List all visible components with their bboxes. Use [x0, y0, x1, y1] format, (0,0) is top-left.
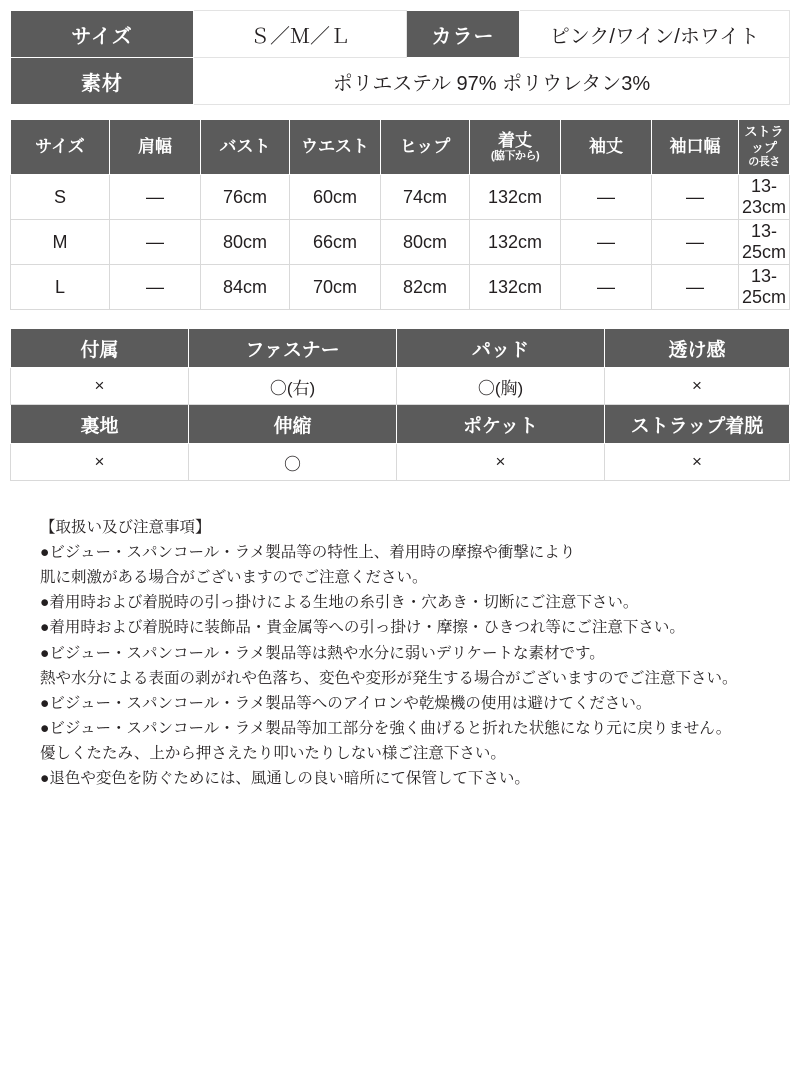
care-note-line: 肌に刺激がある場合がございますのでご注意ください。: [40, 569, 428, 587]
spec-value-material: ポリエステル 97% ポリウレタン3%: [194, 58, 790, 105]
cell-bust: 84cm: [201, 265, 290, 310]
cell-strap-length: 13-25cm: [739, 220, 790, 265]
col-header-waist: ウエスト: [290, 120, 381, 175]
cell-size: S: [11, 175, 110, 220]
attr-value-strap-detach: ×: [605, 444, 790, 481]
cell-sleeve-length: —: [561, 220, 652, 265]
table-row: [11, 444, 790, 481]
cell-cuff-width: —: [652, 265, 739, 310]
care-note-line: ●ビジュー・スパンコール・ラメ製品等へのアイロンや乾燥機の使用は避けてください。: [40, 694, 652, 712]
table-header-row: [11, 405, 790, 444]
attr-value-lining: ×: [11, 444, 189, 481]
care-note-line: 優しくたたみ、上から押さえたり叩いたりしない様ご注意下さい。: [40, 744, 506, 762]
spec-value-color: ピンク/ワイン/ホワイト: [520, 11, 790, 58]
cell-sleeve-length: —: [561, 175, 652, 220]
col-header-sleeve-length: 袖丈: [561, 120, 652, 175]
cell-length: 132cm: [470, 265, 561, 310]
attr-header-pocket: ポケット: [397, 405, 605, 444]
cell-strap-length: 13-23cm: [739, 175, 790, 220]
cell-hip: 82cm: [381, 265, 470, 310]
attr-value-stretch: 〇: [189, 444, 397, 481]
table-header-row: [11, 329, 790, 368]
cell-shoulder: —: [110, 265, 201, 310]
cell-strap-length: 13-25cm: [739, 265, 790, 310]
care-note-line: 熱や水分による表面の剥がれや色落ち、変色や変形が発生する場合がございますのでご注意下さい。: [40, 669, 738, 687]
care-note-line: ●ビジュー・スパンコール・ラメ製品等加工部分を強く曲げると折れた状態になり元に戻りません。: [40, 719, 732, 737]
attribute-table: [10, 328, 790, 481]
attr-value-pocket: ×: [397, 444, 605, 481]
attr-header-sheerness: 透け感: [605, 329, 790, 368]
table-row: [11, 368, 790, 405]
col-header-shoulder: 肩幅: [110, 120, 201, 175]
col-header-size: サイズ: [11, 120, 110, 175]
col-header-hip: ヒップ: [381, 120, 470, 175]
table-row: [11, 58, 790, 105]
table-row: [11, 220, 790, 265]
cell-hip: 80cm: [381, 220, 470, 265]
care-notes: [10, 515, 790, 791]
cell-length: 132cm: [470, 220, 561, 265]
table-row: [11, 175, 790, 220]
col-header-length: 着丈 (脇下から): [470, 120, 561, 175]
spec-value-size: Ｓ／Ｍ／Ｌ: [194, 11, 407, 58]
attr-value-accessory: ×: [11, 368, 189, 405]
spec-label-color: カラー: [407, 11, 520, 58]
table-header-row: [11, 120, 790, 175]
attr-header-lining: 裏地: [11, 405, 189, 444]
attr-header-pad: パッド: [397, 329, 605, 368]
table-row: [11, 11, 790, 58]
cell-waist: 66cm: [290, 220, 381, 265]
attr-header-strap-detach: ストラップ着脱: [605, 405, 790, 444]
care-note-line: ●退色や変色を防ぐためには、風通しの良い暗所にて保管して下さい。: [40, 770, 530, 788]
cell-sleeve-length: —: [561, 265, 652, 310]
attr-value-sheerness: ×: [605, 368, 790, 405]
care-note-line: ●ビジュー・スパンコール・ラメ製品等の特性上、着用時の摩擦や衝撃により: [40, 544, 576, 562]
spec-label-size: サイズ: [11, 11, 194, 58]
cell-length: 132cm: [470, 175, 561, 220]
cell-cuff-width: —: [652, 220, 739, 265]
spec-table: [10, 10, 790, 105]
attr-header-zipper: ファスナー: [189, 329, 397, 368]
care-note-line: ●着用時および着脱時に装飾品・貴金属等への引っ掛け・摩擦・ひきつれ等にご注意下さい。: [40, 619, 685, 637]
attr-header-stretch: 伸縮: [189, 405, 397, 444]
spec-label-material: 素材: [11, 58, 194, 105]
cell-bust: 80cm: [201, 220, 290, 265]
care-note-line: ●ビジュー・スパンコール・ラメ製品等は熱や水分に弱いデリケートな素材です。: [40, 644, 605, 662]
col-header-cuff-width: 袖口幅: [652, 120, 739, 175]
care-notes-title: 【取扱い及び注意事項】: [40, 519, 211, 536]
cell-bust: 76cm: [201, 175, 290, 220]
cell-shoulder: —: [110, 175, 201, 220]
cell-hip: 74cm: [381, 175, 470, 220]
table-row: [11, 265, 790, 310]
attr-value-pad: 〇(胸): [397, 368, 605, 405]
cell-size: M: [11, 220, 110, 265]
cell-waist: 60cm: [290, 175, 381, 220]
cell-waist: 70cm: [290, 265, 381, 310]
cell-size: L: [11, 265, 110, 310]
care-note-line: ●着用時および着脱時の引っ掛けによる生地の糸引き・穴あき・切断にご注意下さい。: [40, 594, 639, 612]
cell-cuff-width: —: [652, 175, 739, 220]
cell-shoulder: —: [110, 220, 201, 265]
col-header-bust: バスト: [201, 120, 290, 175]
measurement-table: [10, 119, 790, 310]
attr-header-accessory: 付属: [11, 329, 189, 368]
col-header-strap-length: ストラップ の長さ: [739, 120, 790, 175]
attr-value-zipper: 〇(右): [189, 368, 397, 405]
